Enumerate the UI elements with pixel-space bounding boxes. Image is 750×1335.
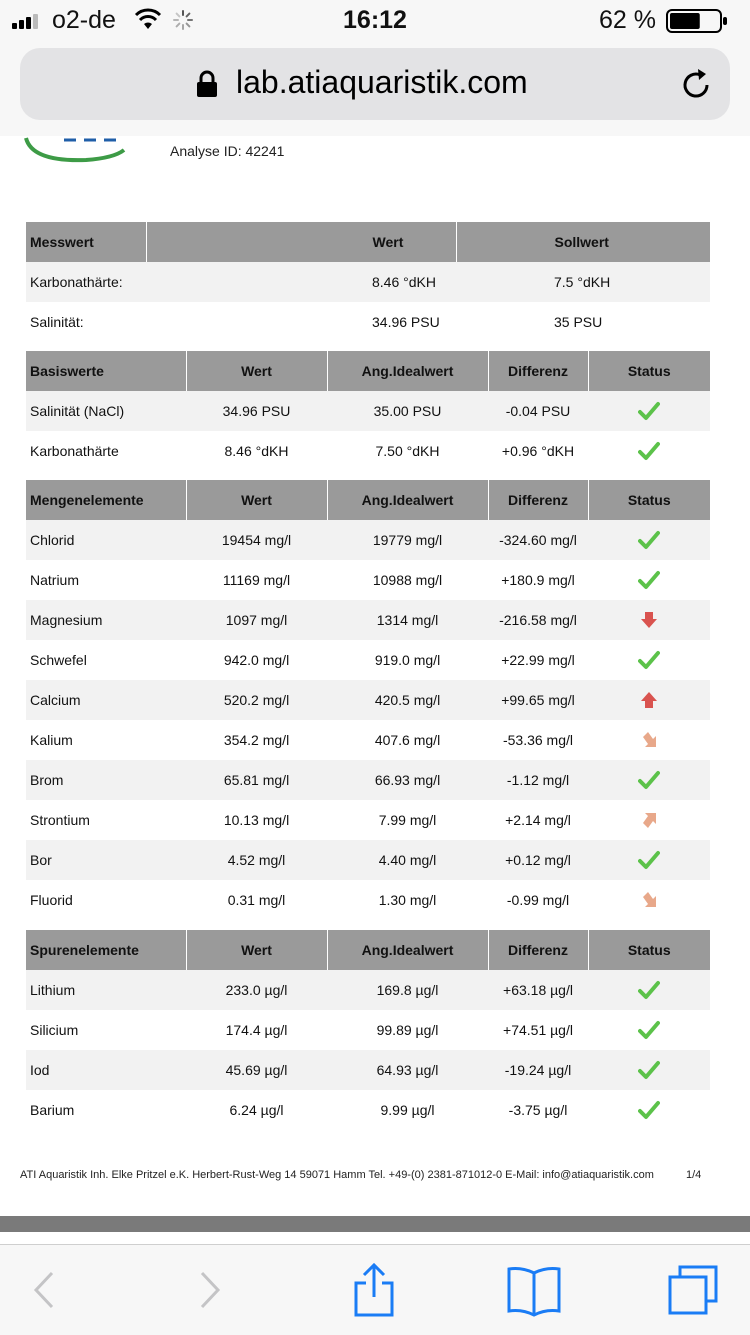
cell-status	[588, 640, 710, 680]
arrow-diagonal-down-icon	[640, 891, 658, 907]
cell-ideal: 64.93 µg/l	[327, 1050, 488, 1090]
check-icon	[638, 651, 660, 667]
share-icon[interactable]	[352, 1263, 396, 1317]
cell-status	[588, 720, 710, 760]
col-header: Mengenelemente	[26, 480, 186, 520]
table-row	[26, 970, 710, 1010]
col-header: Wert	[146, 222, 456, 262]
col-header: Spurenelemente	[26, 930, 186, 970]
check-icon	[638, 442, 660, 458]
cell-diff: -216.58 mg/l	[488, 600, 588, 640]
col-header: Differenz	[488, 480, 588, 520]
battery-icon	[666, 9, 730, 33]
check-icon	[638, 981, 660, 997]
cell-name: Salinität (NaCl)	[26, 391, 186, 431]
table-row	[26, 600, 710, 640]
cell-status	[588, 560, 710, 600]
cell-wert: 11169 mg/l	[186, 560, 327, 600]
wifi-icon	[134, 8, 162, 30]
cell-status	[588, 680, 710, 720]
back-chevron-icon[interactable]	[30, 1263, 58, 1317]
cell-wert: 65.81 mg/l	[186, 760, 327, 800]
cell-ideal: 169.8 µg/l	[327, 970, 488, 1010]
cell-wert: 942.0 mg/l	[186, 640, 327, 680]
forward-chevron-icon[interactable]	[196, 1263, 224, 1317]
cell-name: Iod	[26, 1050, 186, 1090]
cell-wert: 34.96 PSU	[186, 391, 327, 431]
cell-wert: 8.46 °dKH	[186, 431, 327, 471]
table-row	[26, 800, 710, 840]
logo-swoosh	[24, 120, 134, 164]
cell-wert: 45.69 µg/l	[186, 1050, 327, 1090]
cell-ideal: 9.99 µg/l	[327, 1090, 488, 1130]
table-row	[26, 720, 710, 760]
col-header: Differenz	[488, 930, 588, 970]
cell-wert: 354.2 mg/l	[186, 720, 327, 760]
cell-status	[588, 1090, 710, 1130]
cell-name: Silicium	[26, 1010, 186, 1050]
cell-name: Fluorid	[26, 880, 186, 920]
table-row	[26, 302, 710, 342]
col-header: Differenz	[488, 351, 588, 391]
table-header-row	[26, 222, 710, 262]
table-header-row	[26, 351, 710, 391]
tabs-icon[interactable]	[666, 1263, 720, 1317]
cell-ideal: 919.0 mg/l	[327, 640, 488, 680]
loading-spinner-icon	[172, 9, 194, 31]
cell-wert: 0.31 mg/l	[186, 880, 327, 920]
col-header: Wert	[186, 480, 327, 520]
cell-name: Bor	[26, 840, 186, 880]
cell-name: Kalium	[26, 720, 186, 760]
basiswerte-table	[26, 351, 710, 471]
footer-address: ATI Aquaristik Inh. Elke Pritzel e.K. Herbert-Rust-Weg 14 59071 Hamm Tel. +49-(0) 2381-871012-0 E-Mail: info@atiaquaristik.com	[20, 1169, 654, 1181]
cell-status	[588, 431, 710, 471]
check-icon	[638, 531, 660, 547]
messwert-table	[26, 222, 710, 342]
cell-ideal: 35.00 PSU	[327, 391, 488, 431]
table-header-row	[26, 480, 710, 520]
cell-name: Chlorid	[26, 520, 186, 560]
table-row	[26, 680, 710, 720]
cell-wert: 10.13 mg/l	[186, 800, 327, 840]
cell-name: Lithium	[26, 970, 186, 1010]
cell-wert: 174.4 µg/l	[186, 1010, 327, 1050]
check-icon	[638, 771, 660, 787]
status-bar	[0, 0, 750, 40]
cell-name: Schwefel	[26, 640, 186, 680]
cell-wert: 233.0 µg/l	[186, 970, 327, 1010]
cell-diff: -0.04 PSU	[488, 391, 588, 431]
bookmarks-icon[interactable]	[506, 1263, 562, 1317]
cell-status	[588, 970, 710, 1010]
col-header: Wert	[186, 351, 327, 391]
page-separator	[0, 1216, 750, 1232]
cell-ideal: 99.89 µg/l	[327, 1010, 488, 1050]
cell-status	[588, 520, 710, 560]
cell-ideal: 4.40 mg/l	[327, 840, 488, 880]
table-header-row	[26, 930, 710, 970]
check-icon	[638, 1021, 660, 1037]
cell-ideal: 7.99 mg/l	[327, 800, 488, 840]
table-row	[26, 760, 710, 800]
cell-diff: +2.14 mg/l	[488, 800, 588, 840]
clock: 16:12	[343, 6, 407, 34]
table-row	[26, 520, 710, 560]
cell-ideal: 1314 mg/l	[327, 600, 488, 640]
battery-percent: 62 %	[599, 6, 656, 34]
cell-name: Strontium	[26, 800, 186, 840]
address-bar[interactable]	[20, 48, 730, 120]
cell-diff: +99.65 mg/l	[488, 680, 588, 720]
analyse-id: Analyse ID: 42241	[170, 143, 285, 159]
table-row	[26, 1010, 710, 1050]
cell-name: Natrium	[26, 560, 186, 600]
cell-diff: -3.75 µg/l	[488, 1090, 588, 1130]
table-row	[26, 391, 710, 431]
cell-wert: 8.46 °dKH	[146, 262, 456, 302]
cell-status	[588, 1050, 710, 1090]
cell-wert: 34.96 PSU	[146, 302, 456, 342]
cell-name: Salinität:	[26, 302, 146, 342]
arrow-diagonal-down-icon	[640, 731, 658, 747]
cell-wert: 520.2 mg/l	[186, 680, 327, 720]
col-header: Status	[588, 480, 710, 520]
cell-diff: +74.51 µg/l	[488, 1010, 588, 1050]
spurenelemente-table	[26, 930, 710, 1130]
cell-diff: -1.12 mg/l	[488, 760, 588, 800]
cell-ideal: 1.30 mg/l	[327, 880, 488, 920]
col-header: Basiswerte	[26, 351, 186, 391]
url-text[interactable]: lab.atiaquaristik.com	[236, 64, 528, 100]
cell-ideal: 66.93 mg/l	[327, 760, 488, 800]
cell-diff: +0.12 mg/l	[488, 840, 588, 880]
cell-status	[588, 800, 710, 840]
table-row	[26, 1050, 710, 1090]
col-header: Ang.Idealwert	[327, 351, 488, 391]
cell-status	[588, 880, 710, 920]
check-icon	[638, 571, 660, 587]
cell-diff: +180.9 mg/l	[488, 560, 588, 600]
check-icon	[638, 1101, 660, 1117]
cell-wert: 6.24 µg/l	[186, 1090, 327, 1130]
cell-status	[588, 391, 710, 431]
cell-diff: -0.99 mg/l	[488, 880, 588, 920]
col-header: Messwert	[26, 222, 146, 262]
cell-ideal: 10988 mg/l	[327, 560, 488, 600]
col-header: Sollwert	[456, 222, 710, 262]
table-row	[26, 431, 710, 471]
cell-wert: 1097 mg/l	[186, 600, 327, 640]
cell-diff: -19.24 µg/l	[488, 1050, 588, 1090]
page-number: 1/4	[686, 1169, 702, 1181]
cell-name: Barium	[26, 1090, 186, 1130]
cell-status	[588, 1010, 710, 1050]
cell-wert: 4.52 mg/l	[186, 840, 327, 880]
table-row	[26, 262, 710, 302]
check-icon	[638, 402, 660, 418]
cell-ideal: 19779 mg/l	[327, 520, 488, 560]
table-row	[26, 840, 710, 880]
table-row	[26, 640, 710, 680]
lock-icon	[196, 70, 218, 98]
table-row	[26, 1090, 710, 1130]
cell-soll: 35 PSU	[456, 302, 710, 342]
arrow-down-icon	[640, 611, 658, 627]
cell-name: Calcium	[26, 680, 186, 720]
cell-name: Brom	[26, 760, 186, 800]
check-icon	[638, 851, 660, 867]
col-header: Ang.Idealwert	[327, 480, 488, 520]
mengenelemente-table	[26, 480, 710, 920]
cell-status	[588, 760, 710, 800]
cell-diff: +63.18 µg/l	[488, 970, 588, 1010]
cell-name: Magnesium	[26, 600, 186, 640]
cell-diff: +0.96 °dKH	[488, 431, 588, 471]
cell-diff: -324.60 mg/l	[488, 520, 588, 560]
col-header: Status	[588, 930, 710, 970]
arrow-up-icon	[640, 691, 658, 707]
reload-icon[interactable]	[680, 68, 714, 102]
table-row	[26, 560, 710, 600]
cell-status	[588, 840, 710, 880]
cell-diff: +22.99 mg/l	[488, 640, 588, 680]
col-header: Status	[588, 351, 710, 391]
cell-ideal: 407.6 mg/l	[327, 720, 488, 760]
cell-name: Karbonathärte:	[26, 262, 146, 302]
table-row	[26, 880, 710, 920]
cell-status	[588, 600, 710, 640]
cell-ideal: 7.50 °dKH	[327, 431, 488, 471]
cell-name: Karbonathärte	[26, 431, 186, 471]
check-icon	[638, 1061, 660, 1077]
cell-soll: 7.5 °dKH	[456, 262, 710, 302]
cell-diff: -53.36 mg/l	[488, 720, 588, 760]
col-header: Wert	[186, 930, 327, 970]
cell-wert: 19454 mg/l	[186, 520, 327, 560]
browser-toolbar	[0, 1244, 750, 1335]
arrow-diagonal-up-icon	[640, 811, 658, 827]
col-header: Ang.Idealwert	[327, 930, 488, 970]
cell-ideal: 420.5 mg/l	[327, 680, 488, 720]
carrier-label: o2-de	[52, 6, 116, 34]
